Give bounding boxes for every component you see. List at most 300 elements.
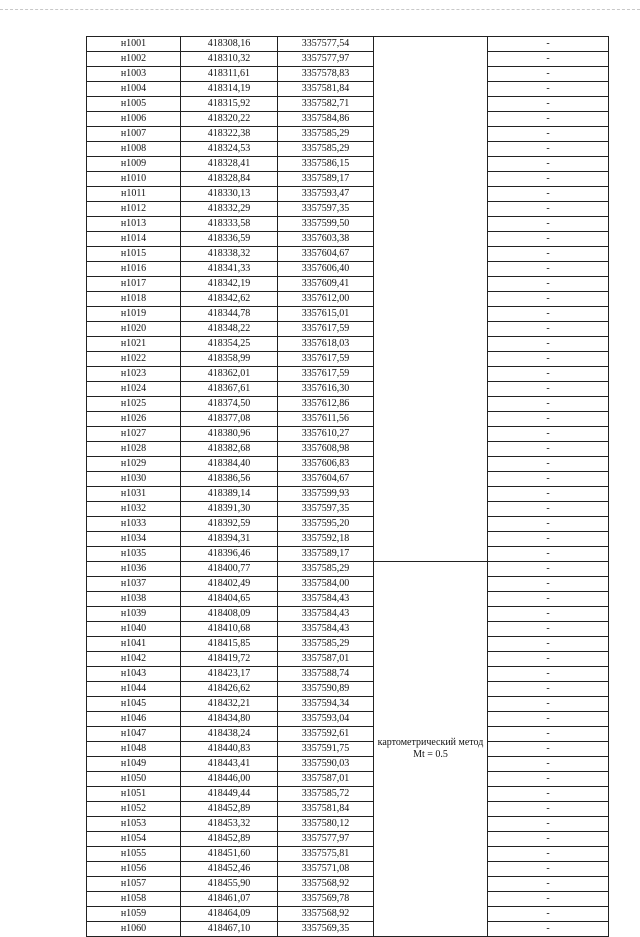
- y-coordinate-cell: 3357577,97: [278, 52, 374, 67]
- x-coordinate-cell: 418344,78: [181, 307, 278, 322]
- y-coordinate-cell: 3357597,35: [278, 202, 374, 217]
- point-name-cell: н1024: [87, 382, 181, 397]
- note-cell: -: [488, 142, 609, 157]
- y-coordinate-cell: 3357612,00: [278, 292, 374, 307]
- note-cell: -: [488, 787, 609, 802]
- note-cell: -: [488, 172, 609, 187]
- x-coordinate-cell: 418380,96: [181, 427, 278, 442]
- table-row: [87, 82, 609, 97]
- x-coordinate-cell: 418438,24: [181, 727, 278, 742]
- y-coordinate-cell: 3357617,59: [278, 367, 374, 382]
- note-cell: -: [488, 457, 609, 472]
- x-coordinate-cell: 418358,99: [181, 352, 278, 367]
- x-coordinate-cell: 418348,22: [181, 322, 278, 337]
- table-row: [87, 892, 609, 907]
- table-row: [87, 787, 609, 802]
- table-row: [87, 337, 609, 352]
- coordinates-table: [86, 36, 609, 937]
- point-name-cell: н1049: [87, 757, 181, 772]
- table-row: [87, 757, 609, 772]
- y-coordinate-cell: 3357604,67: [278, 472, 374, 487]
- point-name-cell: н1029: [87, 457, 181, 472]
- point-name-cell: н1011: [87, 187, 181, 202]
- y-coordinate-cell: 3357578,83: [278, 67, 374, 82]
- x-coordinate-cell: 418342,19: [181, 277, 278, 292]
- x-coordinate-cell: 418432,21: [181, 697, 278, 712]
- y-coordinate-cell: 3357580,12: [278, 817, 374, 832]
- table-row: [87, 397, 609, 412]
- note-cell: -: [488, 382, 609, 397]
- table-row: [87, 592, 609, 607]
- y-coordinate-cell: 3357604,67: [278, 247, 374, 262]
- point-name-cell: н1023: [87, 367, 181, 382]
- note-cell: -: [488, 622, 609, 637]
- y-coordinate-cell: 3357577,97: [278, 832, 374, 847]
- x-coordinate-cell: 418311,61: [181, 67, 278, 82]
- note-cell: -: [488, 667, 609, 682]
- note-cell: -: [488, 697, 609, 712]
- x-coordinate-cell: 418434,80: [181, 712, 278, 727]
- x-coordinate-cell: 418410,68: [181, 622, 278, 637]
- table-row: [87, 172, 609, 187]
- point-name-cell: н1015: [87, 247, 181, 262]
- y-coordinate-cell: 3357589,17: [278, 547, 374, 562]
- point-name-cell: н1018: [87, 292, 181, 307]
- table-row: [87, 52, 609, 67]
- x-coordinate-cell: 418328,84: [181, 172, 278, 187]
- y-coordinate-cell: 3357608,98: [278, 442, 374, 457]
- y-coordinate-cell: 3357594,34: [278, 697, 374, 712]
- x-coordinate-cell: 418336,59: [181, 232, 278, 247]
- note-cell: -: [488, 277, 609, 292]
- table-row: [87, 322, 609, 337]
- x-coordinate-cell: 418453,32: [181, 817, 278, 832]
- point-name-cell: н1027: [87, 427, 181, 442]
- table-row: [87, 202, 609, 217]
- x-coordinate-cell: 418315,92: [181, 97, 278, 112]
- table-row: [87, 697, 609, 712]
- table-row: [87, 232, 609, 247]
- note-cell: -: [488, 922, 609, 937]
- y-coordinate-cell: 3357584,86: [278, 112, 374, 127]
- x-coordinate-cell: 418354,25: [181, 337, 278, 352]
- x-coordinate-cell: 418461,07: [181, 892, 278, 907]
- table-row: [87, 367, 609, 382]
- table-row: [87, 487, 609, 502]
- table-row: [87, 457, 609, 472]
- note-cell: -: [488, 817, 609, 832]
- table-row: [87, 922, 609, 937]
- y-coordinate-cell: 3357589,17: [278, 172, 374, 187]
- note-cell: -: [488, 682, 609, 697]
- x-coordinate-cell: 418332,29: [181, 202, 278, 217]
- note-cell: -: [488, 232, 609, 247]
- x-coordinate-cell: 418443,41: [181, 757, 278, 772]
- y-coordinate-cell: 3357592,61: [278, 727, 374, 742]
- point-name-cell: н1010: [87, 172, 181, 187]
- point-name-cell: н1030: [87, 472, 181, 487]
- y-coordinate-cell: 3357569,78: [278, 892, 374, 907]
- table-row: [87, 832, 609, 847]
- table-row: [87, 547, 609, 562]
- scan-artifact-line: [0, 9, 640, 10]
- point-name-cell: н1006: [87, 112, 181, 127]
- point-name-cell: н1050: [87, 772, 181, 787]
- table-row: [87, 352, 609, 367]
- x-coordinate-cell: 418322,38: [181, 127, 278, 142]
- table-row: [87, 712, 609, 727]
- note-cell: -: [488, 832, 609, 847]
- note-cell: -: [488, 847, 609, 862]
- note-cell: -: [488, 367, 609, 382]
- y-coordinate-cell: 3357599,93: [278, 487, 374, 502]
- point-name-cell: н1013: [87, 217, 181, 232]
- point-name-cell: н1007: [87, 127, 181, 142]
- point-name-cell: н1043: [87, 667, 181, 682]
- x-coordinate-cell: 418400,77: [181, 562, 278, 577]
- point-name-cell: н1034: [87, 532, 181, 547]
- note-cell: -: [488, 397, 609, 412]
- table-row: [87, 442, 609, 457]
- y-coordinate-cell: 3357585,29: [278, 637, 374, 652]
- note-cell: -: [488, 517, 609, 532]
- note-cell: -: [488, 502, 609, 517]
- table-row: [87, 187, 609, 202]
- table-row: [87, 877, 609, 892]
- note-cell: -: [488, 472, 609, 487]
- point-name-cell: н1054: [87, 832, 181, 847]
- point-name-cell: н1031: [87, 487, 181, 502]
- y-coordinate-cell: 3357582,71: [278, 97, 374, 112]
- x-coordinate-cell: 418338,32: [181, 247, 278, 262]
- point-name-cell: н1008: [87, 142, 181, 157]
- x-coordinate-cell: 418374,50: [181, 397, 278, 412]
- x-coordinate-cell: 418396,46: [181, 547, 278, 562]
- note-cell: -: [488, 157, 609, 172]
- y-coordinate-cell: 3357581,84: [278, 802, 374, 817]
- note-cell: -: [488, 592, 609, 607]
- y-coordinate-cell: 3357584,43: [278, 592, 374, 607]
- x-coordinate-cell: 418467,10: [181, 922, 278, 937]
- y-coordinate-cell: 3357585,29: [278, 127, 374, 142]
- note-cell: -: [488, 577, 609, 592]
- y-coordinate-cell: 3357568,92: [278, 907, 374, 922]
- point-name-cell: н1003: [87, 67, 181, 82]
- note-cell: -: [488, 262, 609, 277]
- point-name-cell: н1059: [87, 907, 181, 922]
- x-coordinate-cell: 418452,89: [181, 802, 278, 817]
- point-name-cell: н1047: [87, 727, 181, 742]
- table-row: [87, 67, 609, 82]
- note-cell: -: [488, 727, 609, 742]
- table-row: [87, 517, 609, 532]
- y-coordinate-cell: 3357612,86: [278, 397, 374, 412]
- table-row: [87, 607, 609, 622]
- point-name-cell: н1045: [87, 697, 181, 712]
- x-coordinate-cell: 418367,61: [181, 382, 278, 397]
- y-coordinate-cell: 3357609,41: [278, 277, 374, 292]
- y-coordinate-cell: 3357617,59: [278, 322, 374, 337]
- y-coordinate-cell: 3357584,43: [278, 607, 374, 622]
- coordinates-table-body: [87, 37, 609, 937]
- point-name-cell: н1026: [87, 412, 181, 427]
- point-name-cell: н1032: [87, 502, 181, 517]
- point-name-cell: н1039: [87, 607, 181, 622]
- y-coordinate-cell: 3357595,20: [278, 517, 374, 532]
- y-coordinate-cell: 3357618,03: [278, 337, 374, 352]
- note-cell: -: [488, 892, 609, 907]
- y-coordinate-cell: 3357585,72: [278, 787, 374, 802]
- point-name-cell: н1051: [87, 787, 181, 802]
- note-cell: -: [488, 487, 609, 502]
- x-coordinate-cell: 418404,65: [181, 592, 278, 607]
- table-row: [87, 37, 609, 52]
- table-row: [87, 622, 609, 637]
- note-cell: -: [488, 67, 609, 82]
- x-coordinate-cell: 418389,14: [181, 487, 278, 502]
- point-name-cell: н1041: [87, 637, 181, 652]
- table-row: [87, 862, 609, 877]
- method-cell-empty: [374, 37, 488, 562]
- note-cell: -: [488, 547, 609, 562]
- y-coordinate-cell: 3357616,30: [278, 382, 374, 397]
- y-coordinate-cell: 3357606,40: [278, 262, 374, 277]
- y-coordinate-cell: 3357615,01: [278, 307, 374, 322]
- x-coordinate-cell: 418402,49: [181, 577, 278, 592]
- table-row: [87, 427, 609, 442]
- x-coordinate-cell: 418452,46: [181, 862, 278, 877]
- table-row: [87, 772, 609, 787]
- point-name-cell: н1033: [87, 517, 181, 532]
- note-cell: -: [488, 427, 609, 442]
- x-coordinate-cell: 418324,53: [181, 142, 278, 157]
- table-row: [87, 217, 609, 232]
- table-row: [87, 742, 609, 757]
- point-name-cell: н1044: [87, 682, 181, 697]
- table-row: [87, 142, 609, 157]
- point-name-cell: н1022: [87, 352, 181, 367]
- point-name-cell: н1021: [87, 337, 181, 352]
- x-coordinate-cell: 418464,09: [181, 907, 278, 922]
- note-cell: -: [488, 352, 609, 367]
- y-coordinate-cell: 3357603,38: [278, 232, 374, 247]
- point-name-cell: н1004: [87, 82, 181, 97]
- y-coordinate-cell: 3357611,56: [278, 412, 374, 427]
- note-cell: -: [488, 442, 609, 457]
- note-cell: -: [488, 112, 609, 127]
- table-row: [87, 247, 609, 262]
- point-name-cell: н1025: [87, 397, 181, 412]
- note-cell: -: [488, 37, 609, 52]
- point-name-cell: н1019: [87, 307, 181, 322]
- note-cell: -: [488, 802, 609, 817]
- point-name-cell: н1053: [87, 817, 181, 832]
- table-row: [87, 667, 609, 682]
- y-coordinate-cell: 3357617,59: [278, 352, 374, 367]
- x-coordinate-cell: 418426,62: [181, 682, 278, 697]
- note-cell: -: [488, 187, 609, 202]
- table-row: [87, 472, 609, 487]
- table-row: [87, 262, 609, 277]
- table-row: [87, 577, 609, 592]
- x-coordinate-cell: 418377,08: [181, 412, 278, 427]
- y-coordinate-cell: 3357575,81: [278, 847, 374, 862]
- point-name-cell: н1055: [87, 847, 181, 862]
- y-coordinate-cell: 3357569,35: [278, 922, 374, 937]
- y-coordinate-cell: 3357590,03: [278, 757, 374, 772]
- y-coordinate-cell: 3357571,08: [278, 862, 374, 877]
- y-coordinate-cell: 3357599,50: [278, 217, 374, 232]
- table-row: [87, 307, 609, 322]
- point-name-cell: н1052: [87, 802, 181, 817]
- point-name-cell: н1036: [87, 562, 181, 577]
- y-coordinate-cell: 3357606,83: [278, 457, 374, 472]
- y-coordinate-cell: 3357592,18: [278, 532, 374, 547]
- point-name-cell: н1012: [87, 202, 181, 217]
- point-name-cell: н1058: [87, 892, 181, 907]
- note-cell: -: [488, 97, 609, 112]
- table-row: [87, 727, 609, 742]
- x-coordinate-cell: 418314,19: [181, 82, 278, 97]
- table-row: [87, 817, 609, 832]
- x-coordinate-cell: 418308,16: [181, 37, 278, 52]
- point-name-cell: н1020: [87, 322, 181, 337]
- table-row: [87, 112, 609, 127]
- x-coordinate-cell: 418384,40: [181, 457, 278, 472]
- table-row: [87, 502, 609, 517]
- y-coordinate-cell: 3357587,01: [278, 652, 374, 667]
- y-coordinate-cell: 3357584,00: [278, 577, 374, 592]
- note-cell: -: [488, 652, 609, 667]
- x-coordinate-cell: 418452,89: [181, 832, 278, 847]
- table-row: [87, 127, 609, 142]
- method-cell: картометрический метод Mt = 0.5: [374, 562, 488, 937]
- note-cell: -: [488, 532, 609, 547]
- note-cell: -: [488, 772, 609, 787]
- point-name-cell: н1037: [87, 577, 181, 592]
- point-name-cell: н1040: [87, 622, 181, 637]
- note-cell: -: [488, 877, 609, 892]
- x-coordinate-cell: 418408,09: [181, 607, 278, 622]
- x-coordinate-cell: 418310,32: [181, 52, 278, 67]
- point-name-cell: н1017: [87, 277, 181, 292]
- x-coordinate-cell: 418342,62: [181, 292, 278, 307]
- y-coordinate-cell: 3357593,04: [278, 712, 374, 727]
- note-cell: -: [488, 217, 609, 232]
- x-coordinate-cell: 418419,72: [181, 652, 278, 667]
- note-cell: -: [488, 202, 609, 217]
- table-row: [87, 652, 609, 667]
- table-row: [87, 157, 609, 172]
- note-cell: -: [488, 712, 609, 727]
- note-cell: -: [488, 322, 609, 337]
- note-cell: -: [488, 337, 609, 352]
- x-coordinate-cell: 418449,44: [181, 787, 278, 802]
- y-coordinate-cell: 3357585,29: [278, 562, 374, 577]
- x-coordinate-cell: 418330,13: [181, 187, 278, 202]
- note-cell: -: [488, 862, 609, 877]
- x-coordinate-cell: 418446,00: [181, 772, 278, 787]
- table-row: [87, 562, 609, 577]
- point-name-cell: н1057: [87, 877, 181, 892]
- table-row: [87, 847, 609, 862]
- x-coordinate-cell: 418320,22: [181, 112, 278, 127]
- table-row: [87, 682, 609, 697]
- y-coordinate-cell: 3357591,75: [278, 742, 374, 757]
- x-coordinate-cell: 418440,83: [181, 742, 278, 757]
- x-coordinate-cell: 418451,60: [181, 847, 278, 862]
- x-coordinate-cell: 418362,01: [181, 367, 278, 382]
- point-name-cell: н1028: [87, 442, 181, 457]
- x-coordinate-cell: 418391,30: [181, 502, 278, 517]
- table-row: [87, 277, 609, 292]
- note-cell: -: [488, 292, 609, 307]
- x-coordinate-cell: 418328,41: [181, 157, 278, 172]
- point-name-cell: н1035: [87, 547, 181, 562]
- point-name-cell: н1048: [87, 742, 181, 757]
- y-coordinate-cell: 3357587,01: [278, 772, 374, 787]
- y-coordinate-cell: 3357597,35: [278, 502, 374, 517]
- point-name-cell: н1001: [87, 37, 181, 52]
- x-coordinate-cell: 418394,31: [181, 532, 278, 547]
- point-name-cell: н1002: [87, 52, 181, 67]
- note-cell: -: [488, 127, 609, 142]
- y-coordinate-cell: 3357584,43: [278, 622, 374, 637]
- note-cell: -: [488, 307, 609, 322]
- x-coordinate-cell: 418455,90: [181, 877, 278, 892]
- x-coordinate-cell: 418392,59: [181, 517, 278, 532]
- note-cell: -: [488, 637, 609, 652]
- note-cell: -: [488, 562, 609, 577]
- table-row: [87, 802, 609, 817]
- x-coordinate-cell: 418415,85: [181, 637, 278, 652]
- table-row: [87, 382, 609, 397]
- y-coordinate-cell: 3357610,27: [278, 427, 374, 442]
- point-name-cell: н1038: [87, 592, 181, 607]
- point-name-cell: н1009: [87, 157, 181, 172]
- y-coordinate-cell: 3357585,29: [278, 142, 374, 157]
- note-cell: -: [488, 907, 609, 922]
- y-coordinate-cell: 3357593,47: [278, 187, 374, 202]
- point-name-cell: н1046: [87, 712, 181, 727]
- point-name-cell: н1060: [87, 922, 181, 937]
- table-row: [87, 292, 609, 307]
- note-cell: -: [488, 247, 609, 262]
- point-name-cell: н1014: [87, 232, 181, 247]
- note-cell: -: [488, 742, 609, 757]
- table-row: [87, 532, 609, 547]
- point-name-cell: н1005: [87, 97, 181, 112]
- x-coordinate-cell: 418386,56: [181, 472, 278, 487]
- point-name-cell: н1056: [87, 862, 181, 877]
- point-name-cell: н1042: [87, 652, 181, 667]
- x-coordinate-cell: 418382,68: [181, 442, 278, 457]
- table-row: [87, 637, 609, 652]
- x-coordinate-cell: 418423,17: [181, 667, 278, 682]
- table-row: [87, 412, 609, 427]
- note-cell: -: [488, 82, 609, 97]
- y-coordinate-cell: 3357590,89: [278, 682, 374, 697]
- y-coordinate-cell: 3357568,92: [278, 877, 374, 892]
- note-cell: -: [488, 607, 609, 622]
- note-cell: -: [488, 52, 609, 67]
- point-name-cell: н1016: [87, 262, 181, 277]
- table-row: [87, 97, 609, 112]
- x-coordinate-cell: 418333,58: [181, 217, 278, 232]
- table-row: [87, 907, 609, 922]
- x-coordinate-cell: 418341,33: [181, 262, 278, 277]
- y-coordinate-cell: 3357577,54: [278, 37, 374, 52]
